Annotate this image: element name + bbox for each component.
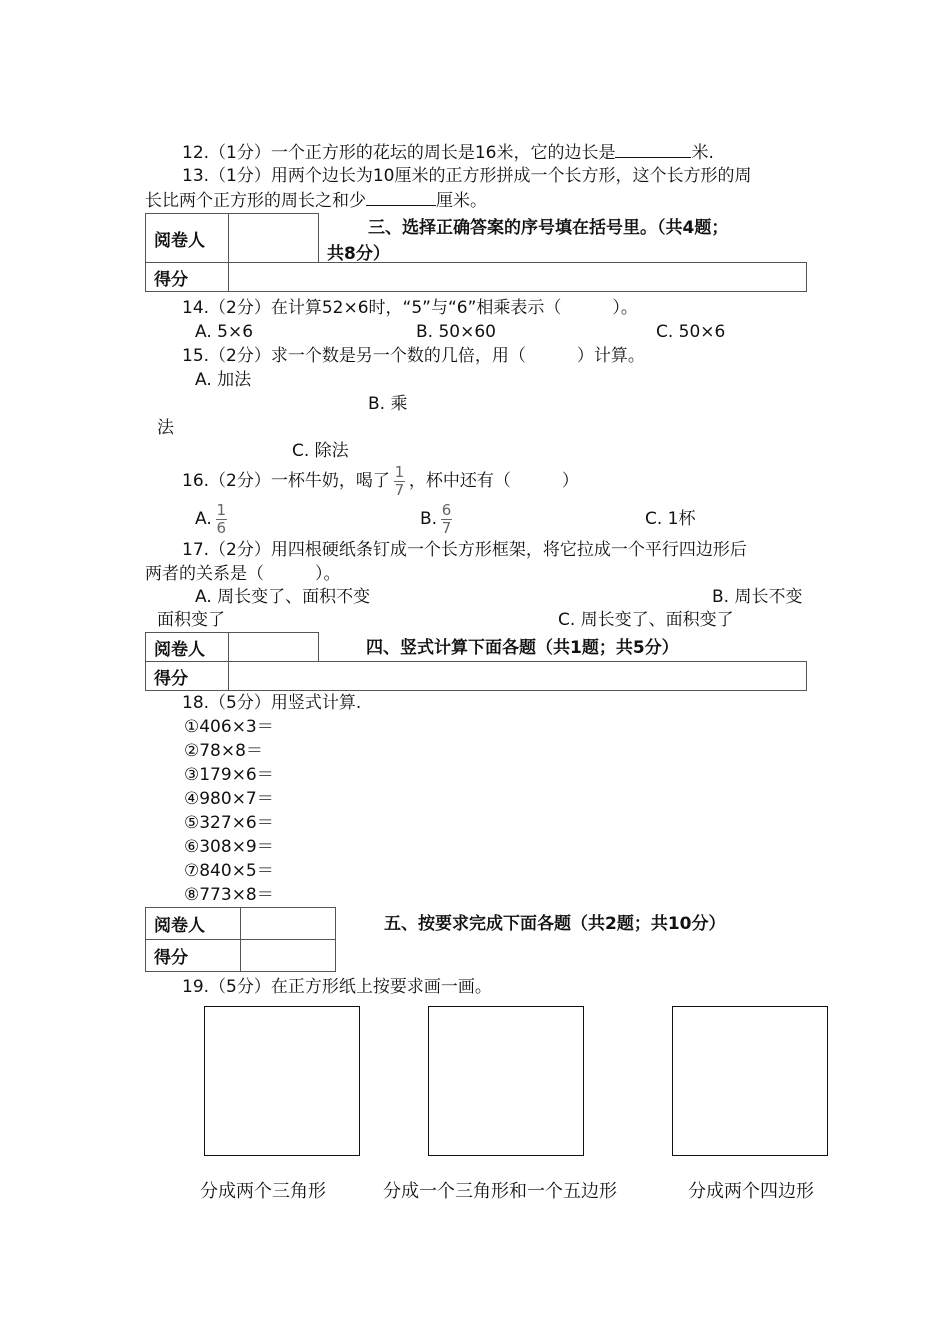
score-label: 得分: [146, 940, 241, 972]
q12-answer-blank[interactable]: [615, 141, 691, 158]
drawing-square-3[interactable]: [672, 1006, 828, 1156]
question-17-line1: 17.（2分）用四根硬纸条钉成一个长方形框架，将它拉成一个平行四边形后: [182, 540, 747, 560]
q12-suffix: 米.: [691, 143, 714, 163]
q12-prefix: 12.（1分）一个正方形的花坛的周长是16米，它的边长是: [182, 143, 616, 163]
section5-title: 五、按要求完成下面各题（共2题；共10分）: [384, 914, 726, 934]
reviewer-label: 阅卷人: [146, 908, 241, 940]
q13-line2-suffix: 厘米。: [436, 191, 487, 211]
section3-title-line2: 共8分）: [327, 244, 390, 264]
q18-item: ⑦840×5＝: [184, 861, 274, 881]
q18-item: ⑤327×6＝: [184, 813, 274, 833]
reviewer-cell[interactable]: [229, 214, 319, 263]
caption-square-2: 分成一个三角形和一个五边形: [383, 1181, 617, 1202]
q16-a-den: 6: [216, 518, 226, 537]
q13-line2-prefix: 长比两个正方形的周长之和少: [145, 191, 366, 211]
question-13-line1: 13.（1分）用两个边长为10厘米的正方形拼成一个长方形，这个长方形的周: [182, 166, 752, 186]
q14-option-c[interactable]: C. 50×6: [656, 322, 726, 342]
q16-stem-den: 7: [394, 480, 405, 499]
q13-answer-blank[interactable]: [366, 189, 436, 206]
q16-option-a[interactable]: [195, 500, 231, 538]
caption-square-3: 分成两个四边形: [688, 1181, 814, 1202]
q18-item: ②78×8＝: [184, 741, 263, 761]
q17-option-a[interactable]: A. 周长变了、面积不变: [195, 587, 371, 607]
q16-a-num: 1: [216, 500, 226, 519]
score-cell[interactable]: [229, 263, 807, 292]
q16-stem-prefix: 16.（2分）一杯牛奶，喝了: [182, 471, 390, 491]
q16-a-label: A.: [195, 509, 212, 529]
q18-item: ⑥308×9＝: [184, 837, 274, 857]
score-cell[interactable]: [241, 940, 336, 972]
q18-item: ⑧773×8＝: [184, 885, 274, 905]
q16-a-fraction: [216, 500, 227, 537]
reviewer-label: 阅卷人: [146, 633, 229, 662]
caption-square-1: 分成两个三角形: [200, 1181, 326, 1202]
section3-title-line1: 三、选择正确答案的序号填在括号里。（共4题；: [368, 218, 729, 238]
question-19-stem: 19.（5分）在正方形纸上按要求画一画。: [182, 977, 492, 997]
reviewer-cell[interactable]: [241, 908, 336, 940]
score-cell[interactable]: [229, 662, 807, 691]
q16-stem-suffix: ，杯中还有（ ）: [408, 471, 579, 491]
q16-b-fraction: [441, 500, 452, 537]
q16-b-num: 6: [441, 500, 452, 519]
question-18-stem: 18.（5分）用竖式计算.: [182, 693, 362, 713]
drawing-square-1[interactable]: [204, 1006, 360, 1156]
q16-option-c[interactable]: C. 1杯: [645, 509, 696, 529]
score-label: 得分: [146, 662, 229, 691]
reviewer-label: 阅卷人: [146, 214, 229, 263]
q14-option-a[interactable]: A. 5×6: [195, 322, 254, 342]
q17-option-c[interactable]: C. 周长变了、面积变了: [558, 610, 734, 630]
section4-title: 四、竖式计算下面各题（共1题；共5分）: [366, 638, 679, 658]
q15-option-b-cont: 法: [157, 418, 174, 438]
reviewer-cell[interactable]: [229, 633, 319, 662]
question-12: [182, 141, 714, 164]
q15-option-a[interactable]: A. 加法: [195, 370, 252, 390]
score-table-section5: [145, 907, 336, 972]
question-17-line2: 两者的关系是（ ）。: [145, 564, 341, 584]
q18-item: ①406×3＝: [184, 717, 274, 737]
q16-b-label: B.: [420, 509, 438, 529]
question-13-line2: [145, 189, 487, 212]
q17-option-b-cont: 面积变了: [157, 610, 225, 630]
q15-option-c[interactable]: C. 除法: [292, 441, 349, 461]
question-16-stem: [182, 462, 579, 500]
q16-option-b[interactable]: [420, 500, 456, 538]
score-label: 得分: [146, 263, 229, 292]
q18-item: ③179×6＝: [184, 765, 274, 785]
q18-item: ④980×7＝: [184, 789, 274, 809]
q16-stem-fraction: [394, 462, 405, 499]
q15-option-b[interactable]: B. 乘: [368, 394, 408, 414]
drawing-square-2[interactable]: [428, 1006, 584, 1156]
q17-option-b[interactable]: B. 周长不变: [712, 587, 803, 607]
q16-b-den: 7: [441, 518, 452, 537]
q16-stem-num: 1: [394, 462, 405, 481]
question-14-stem: 14.（2分）在计算52×6时，“5”与“6”相乘表示（ ）。: [182, 298, 638, 318]
q14-option-b[interactable]: B. 50×60: [416, 322, 496, 342]
question-15-stem: 15.（2分）求一个数是另一个数的几倍，用（ ）计算。: [182, 346, 645, 366]
